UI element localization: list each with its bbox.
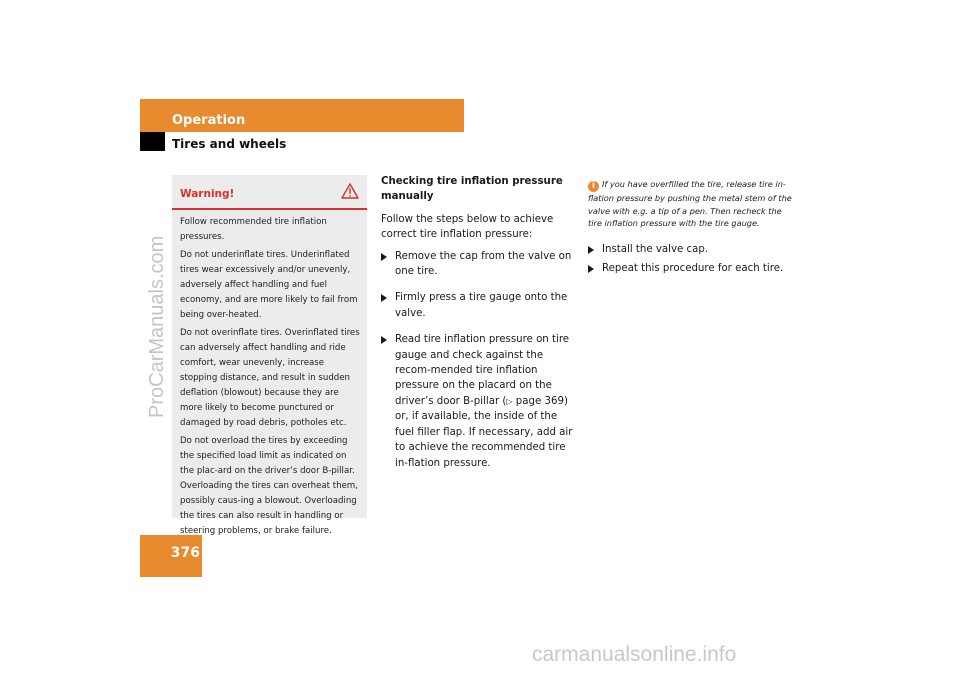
step-text: Firmly press a tire gauge onto the valve. <box>395 292 568 319</box>
info-note-text: If you have overfilled the tire, release tire in-flation pressure by pushing the metal stem of the valve with e.g. a tip of a pen. Then recheck the tire inflation pressure with the tire gauge. <box>588 179 792 228</box>
step-text-part: ) or, if available, the inside of the fuel filler flap. If necessary, add air to achieve the recommended tire in-flation pressure. <box>395 395 573 469</box>
page-reference-link[interactable]: page 369 <box>515 395 564 407</box>
step-bullet-icon <box>381 336 387 344</box>
page-ref-arrow-icon: ▷ <box>506 396 513 406</box>
step-bullet-icon <box>381 253 387 261</box>
step-text: Install the valve cap. <box>602 243 709 255</box>
warning-paragraph: Do not underinflate tires. Underinflated tires wear excessively and/or unevenly, adversely affect handling and fuel economy, and are more likely to fail from being over-heated. <box>180 250 358 320</box>
subsection-title: Tires and wheels <box>172 137 287 151</box>
step-text-part: Read tire inflation pressure on tire gauge and check against the recom-mended tire inflation pressure on the placard on the driver’s door B-pillar ( <box>395 334 570 407</box>
step-bullet-icon <box>381 294 387 302</box>
info-icon: i <box>588 181 599 192</box>
step-bullet-icon <box>588 265 594 273</box>
procedure-step <box>381 249 576 280</box>
procedure-step <box>381 290 576 321</box>
page-number: 376 <box>170 545 200 561</box>
procedure-heading: Checking tire inflation pressure manually <box>381 176 563 203</box>
step-text: Remove the cap from the valve on one tire. <box>395 250 572 278</box>
main-column <box>381 174 576 482</box>
warning-header <box>172 175 367 210</box>
procedure-step <box>381 332 576 471</box>
info-note <box>588 178 793 230</box>
procedure-step <box>588 242 793 257</box>
procedure-intro: Follow the steps below to achieve correct tire inflation pressure: <box>381 213 554 241</box>
warning-body <box>172 210 367 539</box>
side-watermark: ProCarManuals.com <box>146 235 168 418</box>
warning-paragraph: Do not overload the tires by exceeding the specified load limit as indicated on the plac-ard on the driver’s door B-pillar. Overloading the tires can overheat them, possibly caus-ing a blowout. Overloading the tires can also result in handling or steering problems, or brake failure. <box>180 436 358 536</box>
warning-paragraph: Do not overinflate tires. Overinflated tires can adversely affect handling and ride comfort, wear unevenly, increase stopping distance, and result in sudden deflation (blowout) because they are more likely to become punctured or damaged by road debris, potholes etc. <box>180 328 360 428</box>
right-column <box>588 178 793 280</box>
step-bullet-icon <box>588 246 594 254</box>
procedure-step <box>588 261 793 276</box>
bottom-watermark: carmanualsonline.info <box>532 643 737 666</box>
warning-paragraph: Follow recommended tire inflation pressures. <box>180 217 327 242</box>
step-text: Repeat this procedure for each tire. <box>602 262 784 274</box>
section-title: Operation <box>172 113 246 128</box>
warning-title: Warning! <box>180 188 235 200</box>
warning-box <box>172 175 367 536</box>
warning-triangle-icon <box>341 183 359 203</box>
